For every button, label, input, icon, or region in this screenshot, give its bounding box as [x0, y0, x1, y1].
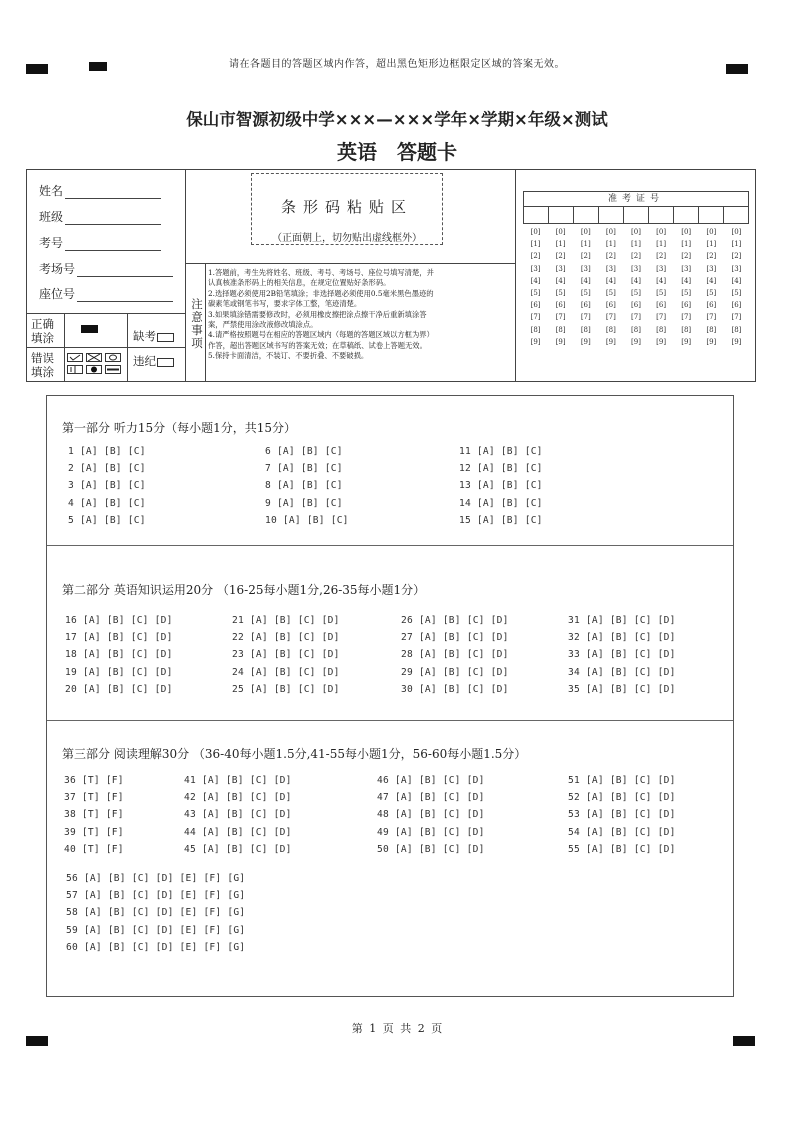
exam-id-bubble[interactable]: [2]	[605, 252, 616, 261]
school-title: 保山市智源初级中学×××—×××学年×学期×年级×测试	[186, 110, 608, 129]
question-row[interactable]: 21 [A] [B] [C] [D]	[232, 615, 340, 626]
exam-id-bubble[interactable]: [7]	[555, 313, 566, 322]
exam-id-bubble[interactable]: [4]	[731, 276, 742, 285]
barcode-area	[251, 173, 443, 245]
class-field[interactable]	[39, 208, 161, 225]
page-footer: 第 1 页 共 2 页	[351, 1022, 443, 1035]
exam-id-bubble[interactable]: [0]	[706, 228, 717, 236]
question-row[interactable]: 1 [A] [B] [C]	[68, 446, 146, 457]
question-row[interactable]: 20 [A] [B] [C] [D]	[65, 683, 173, 695]
barcode-title: 条形码粘贴区	[280, 198, 413, 216]
question-row[interactable]: 23 [A] [B] [C] [D]	[232, 649, 340, 661]
exam-id-bubble[interactable]: [6]	[656, 301, 667, 310]
exam-id-bubble[interactable]: [4]	[706, 276, 717, 285]
question-row[interactable]: 7 [A] [B] [C]	[265, 463, 343, 475]
question-row[interactable]: 32 [A] [B] [C] [D]	[568, 632, 676, 644]
exam-id-bubble[interactable]: [7]	[731, 313, 742, 322]
exam-id-bubble[interactable]: [9]	[681, 337, 692, 346]
check-mark-icon	[67, 353, 83, 362]
exam-id-bubble[interactable]: [5]	[530, 289, 541, 298]
question-row[interactable]: 8 [A] [B] [C]	[265, 480, 343, 492]
question-row[interactable]: 12 [A] [B] [C]	[459, 463, 543, 475]
question-row[interactable]: 16 [A] [B] [C] [D]	[65, 615, 173, 626]
question-row[interactable]: 41 [A] [B] [C] [D]	[184, 775, 292, 786]
exam-id-bubble[interactable]: [6]	[580, 301, 591, 310]
exam-id-bubble[interactable]: [9]	[530, 337, 541, 346]
violation-mark[interactable]	[133, 353, 174, 369]
absent-checkbox[interactable]	[157, 333, 174, 342]
question-row[interactable]: 57 [A] [B] [C] [D] [E] [F] [G]	[66, 890, 246, 902]
question-row[interactable]: 3 [A] [B] [C]	[68, 480, 146, 492]
note-line: 案，严禁使用涂改液修改填涂点。	[208, 320, 318, 330]
exam-id-bubble[interactable]: [6]	[530, 301, 541, 310]
card-title: 英语 答题卡	[337, 140, 457, 164]
exam-id-bubble[interactable]: [7]	[530, 313, 541, 322]
question-row[interactable]: 56 [A] [B] [C] [D] [E] [F] [G]	[66, 873, 246, 884]
question-row[interactable]: 13 [A] [B] [C]	[459, 480, 543, 492]
exam-id-bubble[interactable]: [0]	[605, 228, 616, 236]
question-row[interactable]: 25 [A] [B] [C] [D]	[232, 683, 340, 695]
exam-id-bubble[interactable]: [3]	[555, 264, 566, 273]
exam-id-bubble[interactable]: [3]	[656, 264, 667, 273]
cross-mark-icon	[86, 353, 102, 362]
question-row[interactable]: 15 [A] [B] [C]	[459, 514, 543, 526]
violation-label: 违纪	[133, 354, 156, 368]
exam-id-write-boxes[interactable]	[523, 207, 749, 224]
exam-id-bubble[interactable]: [8]	[605, 325, 616, 334]
exam-id-bubble[interactable]: [0]	[555, 228, 566, 236]
question-row[interactable]: 31 [A] [B] [C] [D]	[568, 615, 676, 626]
header-panel	[26, 169, 756, 382]
exam-id-bubble[interactable]: [4]	[605, 276, 616, 285]
question-row[interactable]: 10 [A] [B] [C]	[265, 514, 349, 526]
absent-label: 缺考	[133, 329, 156, 343]
question-row[interactable]: 35 [A] [B] [C] [D]	[568, 683, 676, 695]
note-line: 认真核准条形码上的相关信息，在规定位置贴好条形码。	[208, 278, 391, 288]
exam-id-bubble[interactable]: [8]	[656, 325, 667, 334]
exam-id-bubble[interactable]: [5]	[681, 289, 692, 298]
exam-room-field[interactable]	[39, 260, 173, 277]
half-fill-icon	[67, 365, 83, 374]
exam-id-bubble[interactable]: [6]	[706, 301, 717, 310]
question-row[interactable]: 26 [A] [B] [C] [D]	[401, 615, 509, 626]
exam-id-bubble[interactable]: [1]	[731, 240, 742, 249]
exam-id-bubble[interactable]: [9]	[731, 337, 742, 346]
question-row[interactable]: 5 [A] [B] [C]	[68, 514, 146, 526]
exam-id-bubble[interactable]: [2]	[681, 252, 692, 261]
question-row[interactable]: 50 [A] [B] [C] [D]	[377, 843, 485, 855]
exam-id-bubble[interactable]: [3]	[530, 264, 541, 273]
exam-id-bubble[interactable]: [8]	[631, 325, 641, 334]
correct-fill-label: 正确填涂	[31, 317, 54, 345]
exam-id-bubble[interactable]: [2]	[580, 252, 591, 261]
question-row[interactable]: 4 [A] [B] [C]	[68, 497, 146, 509]
section-2-title: 第二部分 英语知识运用20分 （16-25每小题1分,26-35每小题1分）	[62, 583, 426, 597]
exam-id-title: 准考证号	[523, 191, 749, 207]
exam-number-field[interactable]	[39, 234, 161, 251]
question-row[interactable]: 27 [A] [B] [C] [D]	[401, 632, 509, 644]
question-row[interactable]: 17 [A] [B] [C] [D]	[65, 632, 173, 644]
exam-id-bubble[interactable]: [1]	[681, 240, 692, 249]
notes-label: 注意事项	[191, 297, 203, 350]
question-row[interactable]: 6 [A] [B] [C]	[265, 446, 343, 457]
exam-id-bubble[interactable]: [4]	[656, 276, 667, 285]
exam-id-bubble[interactable]: [7]	[656, 313, 667, 322]
exam-id-bubble[interactable]: [6]	[731, 301, 742, 310]
exam-id-bubble[interactable]: [6]	[555, 301, 566, 310]
question-row[interactable]: 9 [A] [B] [C]	[265, 497, 343, 509]
exam-id-bubble[interactable]: [4]	[631, 276, 641, 285]
exam-number-label: 考号	[39, 236, 64, 250]
seat-number-field[interactable]	[39, 285, 173, 302]
exam-id-bubble[interactable]: [8]	[731, 325, 742, 334]
exam-id-bubble[interactable]: [2]	[530, 252, 541, 261]
exam-id-bubble[interactable]: [0]	[681, 228, 692, 236]
section-3-title: 第三部分 阅读理解30分 （36-40每小题1.5分,41-55每小题1分，56-60每小题1.5分）	[62, 747, 527, 761]
exam-id-bubble[interactable]: [5]	[605, 289, 616, 298]
barcode-subtitle: （正面朝上，切勿贴出虚线框外）	[272, 233, 422, 244]
question-row[interactable]: 14 [A] [B] [C]	[459, 497, 543, 509]
exam-id-bubble[interactable]: [0]	[731, 228, 742, 236]
answer-area	[46, 395, 734, 997]
violation-checkbox[interactable]	[157, 358, 174, 367]
exam-id-bubble[interactable]: [1]	[555, 240, 566, 249]
note-line: 5.保持卡面清洁，不装订、不要折叠、不要破损。	[208, 351, 369, 361]
question-row[interactable]: 54 [A] [B] [C] [D]	[568, 826, 676, 838]
question-row[interactable]: 28 [A] [B] [C] [D]	[401, 649, 509, 661]
dot-fill-icon	[86, 365, 102, 374]
question-row[interactable]: 22 [A] [B] [C] [D]	[232, 632, 340, 644]
question-row[interactable]: 40 [T] [F]	[64, 843, 124, 855]
note-line: 3.如果填涂错需要修改时，必须用橡皮擦把涂点擦干净后重新填涂答	[208, 309, 427, 319]
exam-id-bubble[interactable]: [7]	[580, 313, 591, 322]
exam-id-bubble[interactable]: [7]	[605, 313, 616, 322]
exam-id-bubble[interactable]: [4]	[580, 276, 591, 285]
question-row[interactable]: 19 [A] [B] [C] [D]	[65, 666, 173, 678]
exam-id-bubble[interactable]: [6]	[681, 301, 692, 310]
question-row[interactable]: 11 [A] [B] [C]	[459, 446, 543, 457]
question-row[interactable]: 48 [A] [B] [C] [D]	[377, 809, 485, 821]
exam-id-bubble[interactable]: [1]	[656, 240, 667, 249]
exam-id-bubble[interactable]: [8]	[555, 325, 566, 334]
exam-id-bubble[interactable]: [9]	[605, 337, 616, 346]
correct-fill-sample	[81, 325, 98, 333]
note-line: 作答，超出答题区域书写的答案无效；在草稿纸、试卷上答题无效。	[208, 340, 427, 350]
exam-id-bubble[interactable]: [1]	[706, 240, 717, 249]
exam-id-bubble[interactable]: [9]	[580, 337, 591, 346]
question-row[interactable]: 38 [T] [F]	[64, 809, 124, 821]
question-row[interactable]: 60 [A] [B] [C] [D] [E] [F] [G]	[66, 941, 246, 953]
section-1-title: 第一部分 听力15分（每小题1分，共15分）	[62, 421, 296, 435]
exam-id-bubble[interactable]: [8]	[681, 325, 692, 334]
question-row[interactable]: 33 [A] [B] [C] [D]	[568, 649, 676, 661]
absent-mark[interactable]	[133, 328, 174, 344]
exam-id-bubble[interactable]: [0]	[656, 228, 667, 236]
alignment-marker	[26, 1036, 48, 1046]
exam-id-bubble[interactable]: [5]	[555, 289, 566, 298]
exam-id-bubble[interactable]: [2]	[555, 252, 566, 261]
question-row[interactable]: 47 [A] [B] [C] [D]	[377, 792, 485, 804]
class-label: 班级	[39, 210, 64, 224]
question-row[interactable]: 58 [A] [B] [C] [D] [E] [F] [G]	[66, 907, 246, 919]
exam-id-bubble[interactable]: [7]	[631, 313, 641, 322]
exam-id-bubble[interactable]: [2]	[731, 252, 742, 261]
question-row[interactable]: 24 [A] [B] [C] [D]	[232, 666, 340, 678]
question-row[interactable]: 44 [A] [B] [C] [D]	[184, 826, 292, 838]
exam-id-bubble[interactable]: [6]	[605, 301, 616, 310]
note-line: 4.请严格按照题号在相应的答题区域内（每题的答题区域以方框为界）	[208, 330, 434, 340]
exam-id-bubble-grid[interactable]	[523, 226, 749, 348]
question-row[interactable]: 37 [T] [F]	[64, 792, 124, 804]
exam-id-bubble[interactable]: [5]	[580, 289, 591, 298]
exam-id-bubble[interactable]: [8]	[530, 325, 541, 334]
exam-id-bubble[interactable]: [8]	[580, 325, 591, 334]
wrong-fill-label: 错误填涂	[31, 351, 54, 379]
exam-id-bubble[interactable]: [9]	[555, 337, 566, 346]
exam-id-bubble[interactable]: [1]	[580, 240, 591, 249]
question-row[interactable]: 30 [A] [B] [C] [D]	[401, 683, 509, 695]
question-row[interactable]: 29 [A] [B] [C] [D]	[401, 666, 509, 678]
note-line: 碳素笔或钢笔书写，要求字体工整，笔迹清楚。	[208, 299, 362, 309]
exam-id-bubble[interactable]: [4]	[555, 276, 566, 285]
question-row[interactable]: 18 [A] [B] [C] [D]	[65, 649, 173, 661]
exam-id-bubble[interactable]: [1]	[530, 240, 541, 249]
question-row[interactable]: 34 [A] [B] [C] [D]	[568, 666, 676, 678]
question-row[interactable]: 39 [T] [F]	[64, 826, 124, 838]
name-label: 姓名	[39, 184, 64, 198]
seat-number-label: 座位号	[39, 287, 76, 301]
exam-id-bubble[interactable]: [2]	[631, 252, 641, 261]
note-line: 1.答题前，考生先将姓名、班级、考号、考场号、座位号填写清楚，并	[208, 268, 434, 277]
exam-id-bubble[interactable]: [3]	[731, 264, 742, 273]
exam-id-bubble[interactable]: [0]	[530, 228, 541, 236]
notes-text	[208, 268, 508, 362]
wrong-fill-samples	[67, 353, 125, 374]
exam-id-bubble[interactable]: [3]	[605, 264, 616, 273]
note-line: 2.选择题必须使用2B铅笔填涂；非选择题必须使用0.5毫米黑色墨迹的	[208, 288, 434, 298]
question-row[interactable]: 43 [A] [B] [C] [D]	[184, 809, 292, 821]
exam-id-bubble[interactable]: [0]	[580, 228, 591, 236]
exam-id-bubble[interactable]: [0]	[631, 228, 641, 236]
question-row[interactable]: 36 [T] [F]	[64, 775, 124, 786]
exam-id-bubble[interactable]: [5]	[656, 289, 667, 298]
exam-id-bubble[interactable]: [9]	[656, 337, 667, 346]
exam-id-bubble[interactable]: [2]	[706, 252, 717, 261]
question-row[interactable]: 42 [A] [B] [C] [D]	[184, 792, 292, 804]
question-row[interactable]: 59 [A] [B] [C] [D] [E] [F] [G]	[66, 924, 246, 936]
exam-id-bubble[interactable]: [1]	[605, 240, 616, 249]
exam-id-bubble[interactable]: [5]	[706, 289, 717, 298]
exam-id-bubble[interactable]: [3]	[706, 264, 717, 273]
question-row[interactable]: 45 [A] [B] [C] [D]	[184, 843, 292, 855]
top-instruction: 请在各题目的答题区域内作答，超出黑色矩形边框限定区域的答案无效。	[229, 59, 565, 70]
alignment-marker	[733, 1036, 755, 1046]
exam-id-bubble[interactable]: [4]	[530, 276, 541, 285]
name-field[interactable]	[39, 182, 161, 199]
question-row[interactable]: 49 [A] [B] [C] [D]	[377, 826, 485, 838]
question-row[interactable]: 52 [A] [B] [C] [D]	[568, 792, 676, 804]
exam-id-bubble[interactable]: [5]	[631, 289, 641, 298]
question-row[interactable]: 53 [A] [B] [C] [D]	[568, 809, 676, 821]
exam-id-bubble[interactable]: [6]	[631, 301, 641, 310]
exam-id-bubble[interactable]: [7]	[681, 313, 692, 322]
line-fill-icon	[105, 365, 121, 374]
exam-id-bubble[interactable]: [1]	[631, 240, 641, 249]
exam-id-bubble[interactable]: [4]	[681, 276, 692, 285]
exam-id-bubble[interactable]: [9]	[706, 337, 717, 346]
question-row[interactable]: 51 [A] [B] [C] [D]	[568, 775, 676, 786]
exam-id-bubble[interactable]: [2]	[656, 252, 667, 261]
question-row[interactable]: 55 [A] [B] [C] [D]	[568, 843, 676, 855]
question-row[interactable]: 2 [A] [B] [C]	[68, 463, 146, 475]
question-row[interactable]: 46 [A] [B] [C] [D]	[377, 775, 485, 786]
circle-mark-icon	[105, 353, 121, 362]
exam-id-bubble[interactable]: [9]	[631, 337, 641, 346]
exam-id-bubble[interactable]: [7]	[706, 313, 717, 322]
exam-id-bubble[interactable]: [3]	[681, 264, 692, 273]
exam-id-bubble[interactable]: [5]	[731, 289, 742, 298]
exam-room-label: 考场号	[39, 262, 76, 276]
exam-id-bubble[interactable]: [8]	[706, 325, 717, 334]
exam-id-bubble[interactable]: [3]	[580, 264, 591, 273]
exam-id-bubble[interactable]: [3]	[631, 264, 641, 273]
